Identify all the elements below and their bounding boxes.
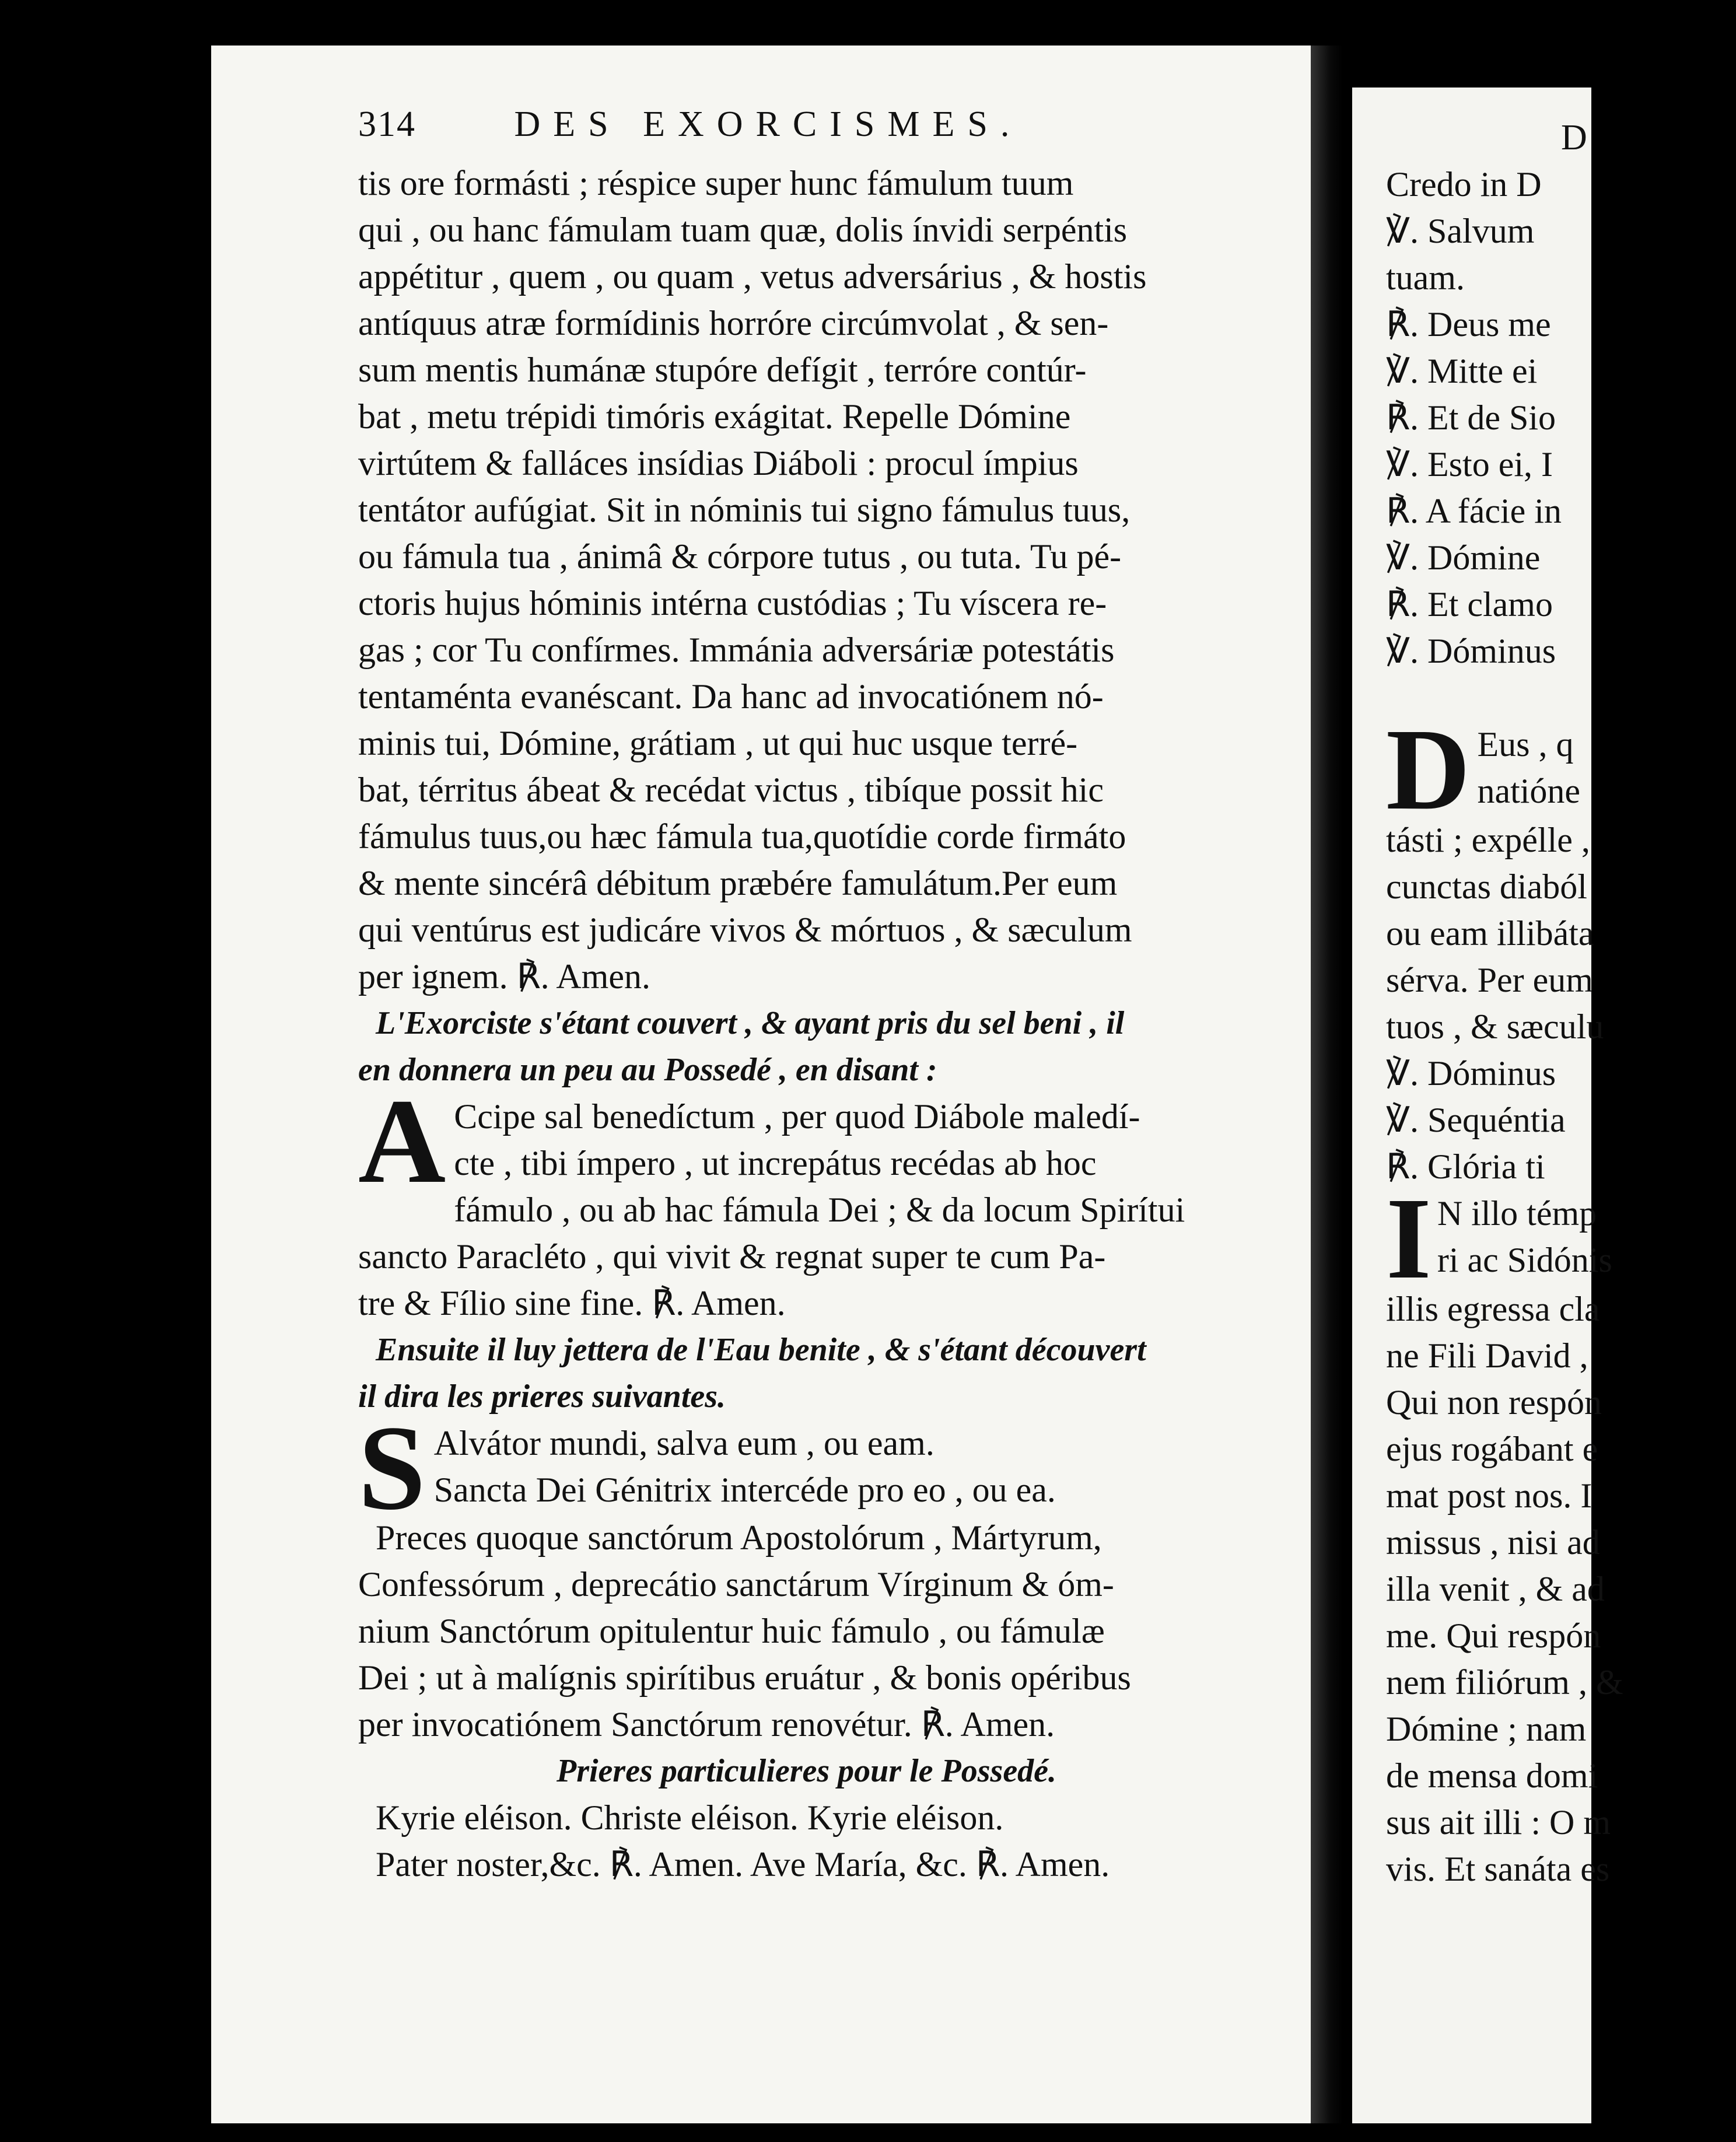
right-page — [1352, 88, 1623, 2123]
text-line: per ignem. ℟. Amen. — [358, 957, 650, 996]
text-line: ri ac Sidónis — [1437, 1241, 1612, 1279]
text-line: cte , tibi ímpero , ut increpátus recédas ab hoc — [454, 1144, 1097, 1182]
drop-cap: S — [358, 1401, 426, 1535]
page-header — [358, 104, 1315, 160]
text-line: ℣. Mitte ei — [1386, 352, 1538, 390]
text-line: Kyrie eléison. Christe eléison. Kyrie eléison. — [376, 1798, 1004, 1837]
text-line: Qui non respón — [1386, 1383, 1602, 1422]
text-line: ℣. Dóminus — [1386, 1054, 1556, 1093]
running-head: DES EXORCISMES. — [514, 104, 1023, 144]
text-line: antíquus atræ formídinis horróre circúmvolat , & sen- — [358, 304, 1109, 342]
rubric-line: en donnera un peu au Possedé , en disant : — [358, 1052, 937, 1088]
text-line: ℟. Et clamo — [1386, 585, 1553, 624]
text-line: ℣. Dómine — [1386, 538, 1541, 577]
text-line: sus ait illi : O m — [1386, 1803, 1611, 1842]
text-line: qui ventúrus est judicáre vivos & mórtuos , & sæculum — [358, 911, 1132, 949]
text-line: Pater noster,&c. ℟. Amen. Ave María, &c. ℟. Amen. — [376, 1845, 1110, 1884]
text-line: qui , ou hanc fámulam tuam quæ, dolis ínvidi serpéntis — [358, 211, 1128, 249]
text-line: Alvátor mundi, salva eum , ou eam. — [433, 1424, 935, 1462]
rubric-3: Prieres particulieres pour le Possedé. — [556, 1753, 1057, 1789]
text-line: ou fámula tua , ánimâ & córpore tutus , ou tuta. Tu pé- — [358, 537, 1122, 576]
rubric-line: Ensuite il luy jettera de l'Eau benite , & s'étant découvert — [376, 1332, 1146, 1368]
text-line: virtútem & falláces insídias Diáboli : procul ímpius — [358, 444, 1079, 482]
running-head-right: D — [1561, 118, 1587, 158]
text-line: fámulo , ou ab hac fámula Dei ; & da locum Spirítui — [454, 1191, 1185, 1229]
prayer-block-3 — [358, 1401, 1315, 1748]
book-gutter — [1311, 46, 1343, 2123]
text-line: ℟. Et de Sio — [1386, 398, 1556, 437]
text-line: ℣. Salvum — [1386, 212, 1535, 250]
text-line: tis ore formásti ; réspice super hunc fámulum tuum — [358, 164, 1074, 202]
text-line: tásti ; expélle , — [1386, 821, 1590, 859]
rubric-1 — [358, 1000, 1315, 1093]
drop-cap: I — [1386, 1174, 1432, 1303]
page-number: 314 — [358, 104, 416, 144]
prayer-block-deus — [1386, 705, 1736, 1190]
rubric-line: il dira les prieres suivantes. — [358, 1378, 726, 1415]
text-line: Dei ; ut à malígnis spirítibus eruátur , & bonis opéribus — [358, 1658, 1131, 1697]
text-line: sum mentis humánæ stupóre defígit , terróre contúr- — [358, 351, 1087, 389]
text-line: sérva. Per eum — [1386, 961, 1593, 999]
text-line: natióne — [1477, 772, 1581, 810]
text-line: tuos , & sæculu — [1386, 1007, 1604, 1046]
text-line: tentaménta evanéscant. Da hanc ad invocatiónem nó- — [358, 677, 1104, 716]
text-line: per invocatiónem Sanctórum renovétur. ℟. Amen. — [358, 1705, 1055, 1744]
text-line: me. Qui respón — [1386, 1616, 1601, 1655]
text-line: bat , metu trépidi timóris exágitat. Repelle Dómine — [358, 397, 1071, 436]
text-line: tuam. — [1386, 258, 1465, 297]
text-line: vis. Et sanáta es — [1386, 1850, 1610, 1888]
text-line: ℣. Dóminus — [1386, 632, 1556, 670]
text-line: ou eam illibáta — [1386, 914, 1594, 953]
text-line: nium Sanctórum opitulentur huic fámulo , ou fámulæ — [358, 1612, 1105, 1650]
text-line: Preces quoque sanctórum Apostolórum , Mártyrum, — [376, 1518, 1102, 1557]
drop-cap: D — [1386, 705, 1471, 834]
text-line: tre & Fílio sine fine. ℟. Amen. — [358, 1284, 786, 1322]
text-line: N illo témp — [1437, 1194, 1597, 1233]
right-page-body — [1386, 114, 1736, 1892]
text-line: de mensa domi — [1386, 1756, 1598, 1795]
text-line: mat post nos. I — [1386, 1476, 1592, 1515]
text-line: tentátor aufúgiat. Sit in nóminis tui signo fámulus tuus, — [358, 491, 1130, 529]
versicle-block — [1386, 161, 1736, 674]
text-line: nem filiórum , & — [1386, 1663, 1623, 1702]
gospel-block — [1386, 1174, 1736, 1892]
rubric-2 — [358, 1326, 1315, 1420]
text-line: Confessórum , deprecátio sanctárum Vírginum & óm- — [358, 1565, 1114, 1604]
text-line: ℣. Sequéntia — [1386, 1101, 1566, 1139]
text-line: ℣. Esto ei, I — [1386, 445, 1553, 484]
text-line: cunctas diaból — [1386, 867, 1587, 906]
prayer-block-4 — [358, 1794, 1315, 1888]
text-line: gas ; cor Tu confírmes. Immánia adversáriæ potestátis — [358, 631, 1115, 669]
text-line: illis egressa cla — [1386, 1290, 1600, 1328]
text-line: ℟. A fácie in — [1386, 492, 1562, 530]
text-line: illa venit , & ad — [1386, 1570, 1605, 1608]
text-line: bat, térritus ábeat & recédat victus , tibíque possit hic — [358, 771, 1104, 809]
text-line: appétitur , quem , ou quam , vetus adversárius , & hostis — [358, 257, 1147, 296]
left-page — [211, 46, 1311, 2123]
text-line: & mente sincérâ débitum præbére famulátum.Per eum — [358, 864, 1118, 902]
left-page-body — [358, 104, 1315, 1888]
text-line: Dómine ; nam — [1386, 1710, 1587, 1748]
rubric-line: L'Exorciste s'étant couvert , & ayant pris du sel beni , il — [376, 1005, 1125, 1041]
text-line: Eus , q — [1477, 725, 1574, 764]
text-line: ctoris hujus hóminis intérna custódias ; Tu víscera re- — [358, 584, 1107, 622]
text-line: minis tui, Dómine, grátiam , ut qui huc usque terré- — [358, 724, 1078, 762]
prayer-block-1 — [358, 160, 1315, 1000]
text-line: fámulus tuus,ou hæc fámula tua,quotídie corde firmáto — [358, 817, 1126, 856]
text-line: ℟. Glória ti — [1386, 1147, 1545, 1186]
text-line: ne Fili David , — [1386, 1336, 1588, 1375]
text-line: ℟. Deus me — [1386, 305, 1551, 344]
text-line: missus , nisi ad — [1386, 1523, 1600, 1562]
text-line: Credo in D — [1386, 165, 1542, 204]
text-line: sancto Paracléto , qui vivit & regnat super te cum Pa- — [358, 1237, 1106, 1276]
prayer-block-2 — [358, 1074, 1315, 1326]
text-line: Ccipe sal benedíctum , per quod Diábole maledí- — [454, 1097, 1140, 1136]
text-line: Sancta Dei Génitrix intercéde pro eo , ou ea. — [433, 1471, 1056, 1509]
drop-cap: A — [358, 1074, 446, 1208]
text-line: ejus rogábant e — [1386, 1430, 1598, 1468]
